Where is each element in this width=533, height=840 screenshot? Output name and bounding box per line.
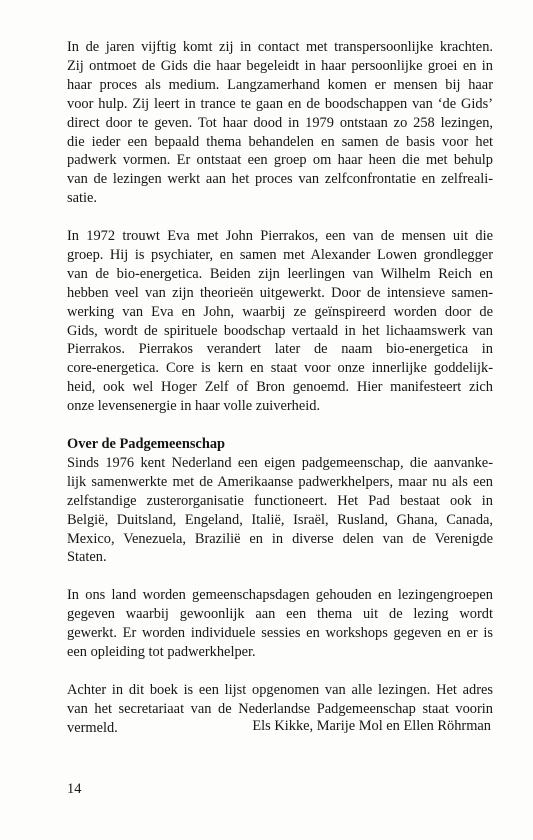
text-line: core-energetica. Core is kern en staat voor onze innerlijke goddelijk- [67,360,493,377]
text-line: heid, ook wel Hoger Zelf of Bron genoemd. Hier manifesteert zich [67,379,493,396]
section-heading: Over de Padgemeenschap [67,436,226,452]
text-line: Zij ontmoet de Gids die haar begeleidt in haar persoonlijke groei en in [67,57,493,74]
text-line: Staten. [67,549,107,566]
text-line: zelfstandige zusterorganisatie functioneert. Het Pad bestaat ook in [67,492,493,509]
body-text [67,38,493,756]
text-line: België, Duitsland, Engeland, Italië, Israël, Rusland, Ghana, Canada, [67,511,493,528]
paragraph-pierrakos [67,227,493,416]
text-line: Sinds 1976 kent Nederland een eigen padgemeenschap, die aanvanke- [67,454,493,471]
text-line: padwerk vormen. Er ontstaat een groep om haar heen die met behulp [67,152,493,169]
paragraph-padgemeenschap [67,435,493,567]
text-line: onze levensenergie in haar volle zuiverheid. [67,398,321,415]
paragraph-gids [67,38,493,208]
text-line: Pierrakos. Pierrakos verandert later de naam bio-energetica in [67,341,493,358]
text-line: groep. Hij is psychiater, en samen met Alexander Lowen grondlegger [67,246,493,263]
text-line: satie. [67,190,97,207]
text-line: van het secretariaat van de Nederlandse Padgemeenschap staat voorin [67,700,493,717]
text-line: lijk samenwerkte met de Amerikaanse padwerkhelpers, maar nu als een [67,473,493,490]
text-line: vermeld. [67,719,118,736]
text-line: Gids, wordt de spirituele boodschap vertaald in het lichaamswerk van [67,322,493,339]
text-line: Mexico, Venezuela, Brazilië en in diverse delen van de Verenigde [67,530,493,547]
text-line: In ons land worden gemeenschapsdagen gehouden en lezingengroepen [67,587,493,604]
text-line: een opleiding tot padwerkhelper. [67,643,256,660]
text-line: hebben veel van zijn theorieën uitgewerkt. Door de intensieve samen- [67,284,493,301]
paragraph-gemeenschapsdagen [67,586,493,662]
text-line: direct door te geven. Tot haar dood in 1979 ontstaan zo 258 lezingen, [67,114,493,131]
text-line: werking van Eva en John, waarbij ze geïnspireerd worden door de [67,303,493,320]
text-line: gewerkt. Er worden individuele sessies en workshops gegeven en er is [67,625,493,642]
text-line: voor hulp. Zij leert in trance te gaan en de boodschappen van ‘de Gids’ [67,95,493,112]
text-line: van de lezingen werkt aan het proces van zelfconfrontatie en zelfreali- [67,171,493,188]
text-line: die ieder een bepaald thema behandelen en samen de basis voor het [67,133,493,150]
text-line: Achter in dit boek is een lijst opgenomen van alle lezingen. Het adres [67,681,493,698]
text-line: In de jaren vijftig komt zij in contact met transpersoonlijke krachten. [67,39,493,55]
page-number: 14 [67,781,82,797]
text-line: gegeven waarbij gewoonlijk aan een thema uit de lezing wordt [67,606,493,623]
text-line: In 1972 trouwt Eva met John Pierrakos, een van de mensen uit die [67,228,493,245]
text-line: van de bio-energetica. Beiden zijn leerlingen van Wilhelm Reich en [67,265,493,282]
author-signature: Els Kikke, Marije Mol en Ellen Röhrman [252,718,491,734]
text-line: haar proces als medium. Langzamerhand komen er mensen bij haar [67,76,493,93]
